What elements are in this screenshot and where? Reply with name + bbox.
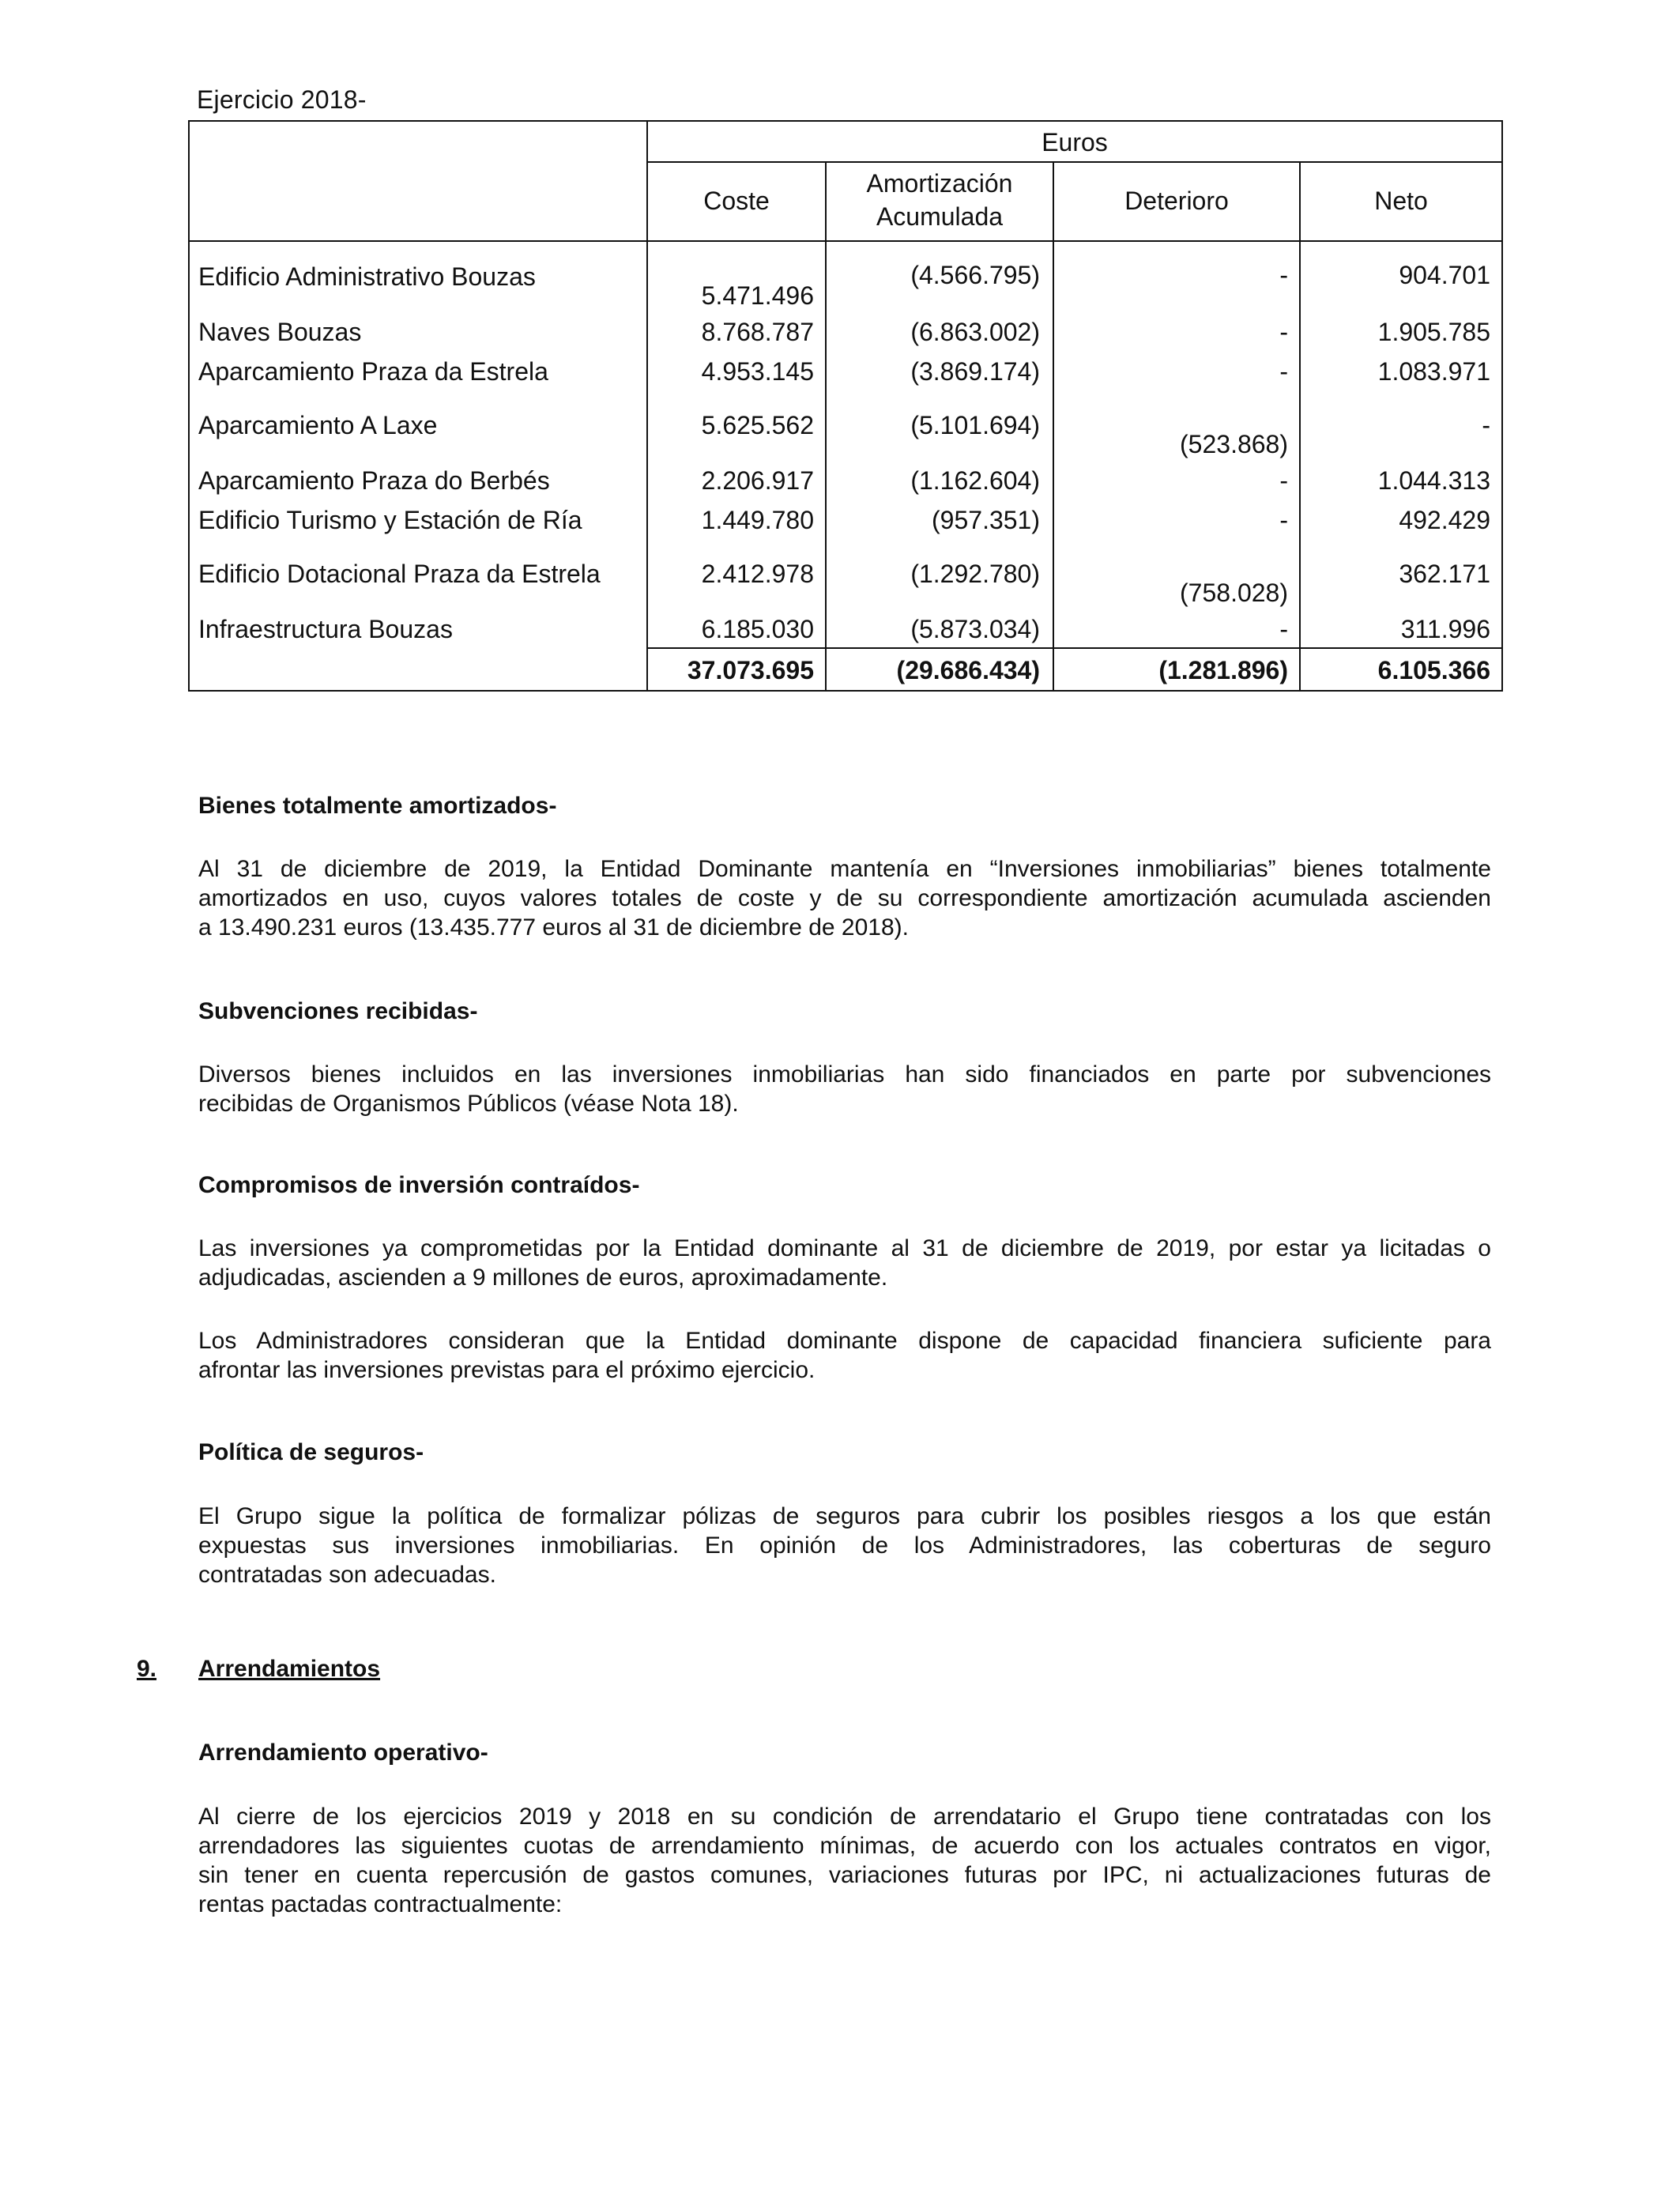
cell-deterioro: - <box>1279 466 1288 495</box>
heading-seguros: Política de seguros- <box>198 1439 424 1465</box>
investment-property-table <box>188 120 1503 692</box>
paragraph-line: Al cierre de los ejercicios 2019 y 2018 en su condición de arrendatario el Grupo tiene contratadas con los <box>198 1804 1491 1830</box>
row-label: Edificio Turismo y Estación de Ría <box>198 506 582 534</box>
table-border <box>188 120 1503 122</box>
paragraph-line: recibidas de Organismos Públicos (véase Nota 18). <box>198 1091 739 1117</box>
paragraph-line: contratadas son adecuadas. <box>198 1562 496 1588</box>
header-neto: Neto <box>1374 187 1428 215</box>
row-label: Edificio Dotacional Praza da Estrela <box>198 560 601 588</box>
cell-neto: 492.429 <box>1399 506 1490 534</box>
cell-neto: 904.701 <box>1399 261 1490 289</box>
table-caption: Ejercicio 2018- <box>197 85 367 114</box>
header-euros: Euros <box>1042 128 1108 156</box>
cell-deterioro: - <box>1279 615 1288 643</box>
table-border <box>646 647 1503 649</box>
cell-amortizacion: (1.162.604) <box>910 466 1040 495</box>
cell-amortizacion: (5.873.034) <box>910 615 1040 643</box>
table-border <box>188 240 1503 242</box>
cell-deterioro: - <box>1279 357 1288 386</box>
cell-coste: 8.768.787 <box>701 318 814 346</box>
table-border <box>1501 120 1503 692</box>
paragraph-line: adjudicadas, ascienden a 9 millones de euros, aproximadamente. <box>198 1265 888 1291</box>
paragraph-line: Los Administradores consideran que la Entidad dominante dispone de capacidad financiera suficiente para <box>198 1328 1491 1354</box>
cell-neto: 1.044.313 <box>1377 466 1490 495</box>
paragraph-seguros <box>198 1502 1491 1589</box>
paragraph-line: Las inversiones ya comprometidas por la Entidad dominante al 31 de diciembre de 2019, por estar ya licitadas o <box>198 1235 1491 1261</box>
row-label: Infraestructura Bouzas <box>198 615 453 643</box>
table-border <box>646 161 1503 163</box>
paragraph-line: El Grupo sigue la política de formalizar pólizas de seguros para cubrir los posibles riesgos a los que están <box>198 1503 1491 1529</box>
paragraph-subvenciones <box>198 1060 1491 1118</box>
section-number: 9. <box>137 1656 157 1682</box>
row-label: Aparcamiento Praza do Berbés <box>198 466 550 495</box>
cell-neto: 311.996 <box>1400 615 1490 643</box>
paragraph-line: Diversos bienes incluidos en las inversiones inmobiliarias han sido financiados en parte por subvenciones <box>198 1061 1491 1088</box>
cell-deterioro: (523.868) <box>1180 430 1288 458</box>
paragraph-line: expuestas sus inversiones inmobiliarias. En opinión de los Administradores, las coberturas de seguro <box>198 1532 1491 1559</box>
paragraph-compromisos-2 <box>198 1326 1491 1385</box>
cell-neto: 1.905.785 <box>1377 318 1490 346</box>
cell-deterioro: (758.028) <box>1180 579 1288 607</box>
cell-coste: 4.953.145 <box>701 357 814 386</box>
cell-deterioro: - <box>1279 506 1288 534</box>
table-border <box>188 690 1503 692</box>
cell-amortizacion: (5.101.694) <box>910 411 1040 439</box>
heading-subvenciones: Subvenciones recibidas- <box>198 998 478 1024</box>
row-label: Naves Bouzas <box>198 318 362 346</box>
cell-amortizacion: (4.566.795) <box>910 261 1040 289</box>
paragraph-line: afrontar las inversiones previstas para el próximo ejercicio. <box>198 1357 816 1383</box>
paragraph-line: rentas pactadas contractualmente: <box>198 1891 563 1917</box>
cell-neto: 362.171 <box>1399 560 1490 588</box>
cell-coste: 2.206.917 <box>701 466 814 495</box>
cell-deterioro: - <box>1279 261 1288 289</box>
total-neto: 6.105.366 <box>1377 656 1490 684</box>
cell-coste: 6.185.030 <box>701 615 814 643</box>
header-deterioro: Deterioro <box>1124 187 1229 215</box>
row-label: Aparcamiento Praza da Estrela <box>198 357 548 386</box>
cell-amortizacion: (1.292.780) <box>910 560 1040 588</box>
cell-amortizacion: (957.351) <box>932 506 1040 534</box>
paragraph-line: Al 31 de diciembre de 2019, la Entidad Dominante mantenía en “Inversiones inmobiliarias” bienes totalmente <box>198 856 1491 882</box>
total-coste: 37.073.695 <box>687 656 814 684</box>
paragraph-bienes <box>198 854 1491 942</box>
cell-amortizacion: (6.863.002) <box>910 318 1040 346</box>
paragraph-line: a 13.490.231 euros (13.435.777 euros al 31 de diciembre de 2018). <box>198 914 909 941</box>
paragraph-line: sin tener en cuenta repercusión de gastos comunes, variaciones futuras por IPC, ni actualizaciones futuras de <box>198 1862 1491 1888</box>
heading-bienes: Bienes totalmente amortizados- <box>198 793 557 819</box>
cell-deterioro: - <box>1279 318 1288 346</box>
cell-coste: 1.449.780 <box>701 506 814 534</box>
paragraph-line: arrendadores las siguientes cuotas de arrendamiento mínimas, de acuerdo con los actuales contratos en vigor, <box>198 1833 1491 1859</box>
row-label: Edificio Administrativo Bouzas <box>198 262 536 291</box>
cell-coste: 2.412.978 <box>701 560 814 588</box>
heading-arrendamiento-operativo: Arrendamiento operativo- <box>198 1740 488 1766</box>
section-title: Arrendamientos <box>198 1656 381 1682</box>
paragraph-line: amortizados en uso, cuyos valores totales de coste y de su correspondiente amortización acumulada ascienden <box>198 885 1491 911</box>
table-border <box>188 120 190 692</box>
total-amortizacion: (29.686.434) <box>896 656 1040 684</box>
header-coste: Coste <box>703 187 770 215</box>
cell-neto: - <box>1482 411 1490 439</box>
cell-neto: 1.083.971 <box>1377 357 1490 386</box>
header-amortizacion: Amortización <box>866 169 1013 198</box>
paragraph-arrendamiento <box>198 1802 1491 1919</box>
row-label: Aparcamiento A Laxe <box>198 411 438 439</box>
paragraph-compromisos-1 <box>198 1234 1491 1292</box>
total-deterioro: (1.281.896) <box>1158 656 1288 684</box>
table-border <box>1053 161 1054 692</box>
cell-coste: 5.625.562 <box>701 411 814 439</box>
cell-amortizacion: (3.869.174) <box>910 357 1040 386</box>
cell-coste: 5.471.496 <box>701 281 814 310</box>
header-amortizacion: Acumulada <box>876 202 1004 231</box>
heading-compromisos: Compromisos de inversión contraídos- <box>198 1172 640 1198</box>
